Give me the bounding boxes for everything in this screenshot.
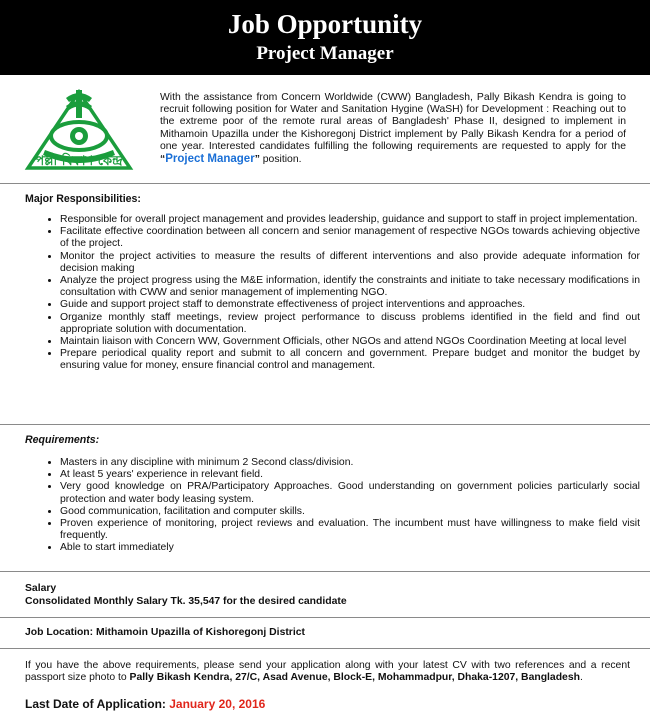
divider [0, 183, 650, 184]
list-item: • Prepare periodical quality report and submit to all concern and government. Prepare budget and monitor the budget by ensuring value for money, ensure financial control and management. [60, 348, 640, 372]
list-item: • Masters in any discipline with minimum 2 Second class/division. [60, 457, 640, 469]
list-item: • Proven experience of monitoring, project reviews and evaluation. The incumbent must have willingness to make field visit frequently. [60, 518, 640, 542]
page-title: Job Opportunity [227, 9, 423, 39]
responsibilities-heading: Major Responsibilities: [25, 193, 141, 205]
salary-text: Consolidated Monthly Salary Tk. 35,547 for the desired candidate [25, 596, 347, 607]
list-item: • Analyze the project progress using the M&E information, identify the constraints and initiate to take necessary modifications in consultation with CWW and senior management of implementing NGO. [60, 275, 640, 299]
quote-open: “ [160, 154, 166, 166]
deadline [25, 697, 265, 711]
organization-logo [20, 88, 138, 178]
apply-text-end: . [579, 672, 583, 684]
list-item: • At least 5 years' experience in relevant field. [60, 469, 640, 481]
list-item: • Maintain liaison with Concern WW, Government Officials, other NGOs and attend NGOs Coordination Meeting at local level [60, 336, 640, 348]
divider [0, 424, 650, 425]
job-location: Job Location: Mithamoin Upazilla of Kishoregonj District [25, 627, 305, 638]
intro-paragraph [160, 92, 626, 166]
page-subtitle: Project Manager [256, 43, 394, 64]
divider [0, 571, 650, 572]
list-item: • Guide and support project staff to demonstrate effectiveness of project interventions and approaches. [60, 299, 640, 311]
requirements-list [47, 457, 640, 555]
list-item: • Able to start immediately [60, 542, 640, 554]
quote-close: ” [254, 154, 260, 166]
list-item: • Facilitate effective coordination between all concern and senior management of respective NGOs towards achieving objective of the project. [60, 226, 640, 250]
apply-text: If you have the above requirements, please send your application along with your latest CV with two references and a recent passport size photo to [25, 660, 630, 684]
list-item: • Organize monthly staff meetings, review project performance to discuss problems identified in the field and find out appropriate solution with documentation. [60, 312, 640, 336]
divider [0, 617, 650, 618]
list-item: • Very good knowledge on PRA/Participatory Approaches. Good understanding on government policies particularly social protection and water body leasing system. [60, 481, 640, 505]
list-item: • Responsible for overall project management and provides leadership, guidance and support to staff in project implementation. [60, 214, 640, 226]
position-name: Project Manager [165, 153, 255, 166]
apply-address: Pally Bikash Kendra, 27/C, Asad Avenue, Block-E, Mohammadpur, Dhaka-1207, Bangladesh [129, 672, 580, 684]
list-item: • Monitor the project activities to measure the results of different interventions and also provide adequate information for decision making [60, 251, 640, 275]
deadline-label: Last Date of Application: [25, 697, 170, 711]
responsibilities-list [47, 214, 640, 373]
divider [0, 648, 650, 649]
salary-heading: Salary [25, 583, 57, 594]
list-item: • Good communication, facilitation and computer skills. [60, 506, 640, 518]
requirements-heading: Requirements: [25, 434, 100, 446]
intro-text-end: position. [259, 154, 302, 166]
header-banner [0, 0, 650, 75]
logo-emblem-icon [20, 88, 138, 178]
deadline-date: January 20, 2016 [169, 697, 266, 711]
apply-paragraph [25, 660, 630, 684]
logo-script-text: পল্লী বিকাশ কেন্দ্র [35, 154, 123, 169]
intro-text: With the assistance from Concern Worldwide (CWW) Bangladesh, Pally Bikash Kendra is going to recruit following position for Water and Sanitation Hygine (WaSH) for Development : Reaching out to the extreme poor of the remote rural areas of Bangladesh' Phase II, designed to implement in Mithamoin Upazilla under the Kishoregonj District implement by Pally Bikash Kendra for a period of one year. Interested candidates fulfilling the following requirements are requested to apply for the [160, 92, 626, 152]
